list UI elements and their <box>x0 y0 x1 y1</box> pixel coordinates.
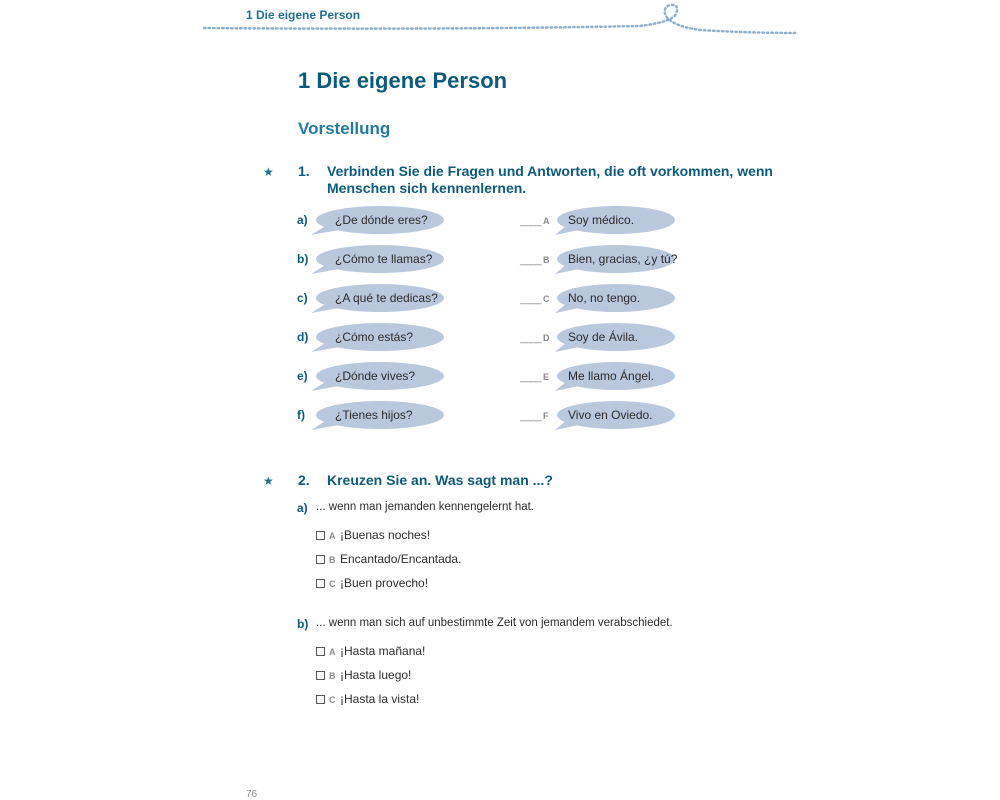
question-bubble <box>309 400 449 432</box>
question-letter: b) <box>297 252 309 266</box>
answer-blank[interactable]: ____ <box>520 215 541 227</box>
option-letter: B <box>329 671 336 681</box>
answer-blank[interactable]: ____ <box>520 254 541 266</box>
exercise-instruction: Kreuzen Sie an. Was sagt man ...? <box>327 472 553 488</box>
option-text: ¡Buen provecho! <box>340 576 429 590</box>
option-text: ¡Buenas noches! <box>340 528 431 542</box>
question-bubble <box>309 244 449 276</box>
page-number: 76 <box>246 789 258 800</box>
page-title: 1 Die eigene Person <box>298 68 508 93</box>
answer-text: Soy de Ávila. <box>568 330 639 344</box>
answer-letter: C <box>543 294 550 304</box>
option-checkbox[interactable] <box>316 647 325 656</box>
answer-text: Vivo en Oviedo. <box>568 408 653 422</box>
answer-letter: A <box>543 216 550 226</box>
question-text: ¿De dónde eres? <box>335 213 428 227</box>
question-text: ¿Dónde vives? <box>335 369 416 383</box>
answer-blank[interactable]: ____ <box>520 371 541 383</box>
answer-letter: E <box>543 372 550 382</box>
question-text: ¿Tienes hijos? <box>335 408 413 422</box>
question-bubble <box>309 205 449 237</box>
part-letter: b) <box>297 617 309 631</box>
answer-blank[interactable]: ____ <box>520 332 541 344</box>
question-text: ¿Cómo estás? <box>335 330 414 344</box>
instruction-line: Menschen sich kennenlernen. <box>327 180 527 196</box>
question-letter: a) <box>297 213 308 227</box>
option-letter: C <box>329 695 336 705</box>
option-text: ¡Hasta mañana! <box>340 644 426 658</box>
question-text: ¿Cómo te llamas? <box>335 252 433 266</box>
question-letter: f) <box>297 408 305 422</box>
answer-bubble <box>552 244 682 276</box>
answer-text: No, no tengo. <box>568 291 641 305</box>
answer-blank[interactable]: ____ <box>520 410 541 422</box>
answer-letter: B <box>543 255 550 265</box>
answer-text: Bien, gracias, ¿y tú? <box>568 252 678 266</box>
option-letter: B <box>329 555 336 565</box>
answer-blank[interactable]: ____ <box>520 293 541 305</box>
answer-letter: D <box>543 333 550 343</box>
answer-bubble <box>552 361 682 393</box>
question-letter: d) <box>297 330 309 344</box>
option-text: ¡Hasta la vista! <box>340 692 420 706</box>
question-letter: c) <box>297 291 308 305</box>
question-bubble <box>309 361 449 393</box>
answer-letter: F <box>543 411 549 421</box>
answer-bubble <box>552 322 682 354</box>
answer-bubble <box>552 400 682 432</box>
option-checkbox[interactable] <box>316 531 325 540</box>
option-checkbox[interactable] <box>316 671 325 680</box>
part-question: ... wenn man sich auf unbestimmte Zeit von jemandem verabschiedet. <box>316 617 673 629</box>
question-bubble <box>309 283 449 315</box>
question-bubble <box>309 322 449 354</box>
option-checkbox[interactable] <box>316 579 325 588</box>
answer-text: Me llamo Ángel. <box>568 369 655 383</box>
header-dotted-line <box>0 0 1000 40</box>
star-icon: ★ <box>263 474 274 488</box>
instruction-line: Verbinden Sie die Fragen und Antworten, die oft vorkommen, wenn <box>327 163 773 179</box>
section-title: Vorstellung <box>298 119 391 138</box>
answer-bubble <box>552 283 682 315</box>
option-letter: A <box>329 531 336 541</box>
option-checkbox[interactable] <box>316 555 325 564</box>
star-icon: ★ <box>263 165 274 179</box>
part-letter: a) <box>297 501 308 515</box>
option-text: Encantado/Encantada. <box>340 552 462 566</box>
exercise-number: 1. <box>298 163 310 179</box>
running-header: 1 Die eigene Person <box>246 8 361 22</box>
option-text: ¡Hasta luego! <box>340 668 412 682</box>
option-checkbox[interactable] <box>316 695 325 704</box>
option-letter: A <box>329 647 336 657</box>
exercise-number: 2. <box>298 472 310 488</box>
part-question: ... wenn man jemanden kennengelernt hat. <box>316 501 535 513</box>
option-letter: C <box>329 579 336 589</box>
question-text: ¿A qué te dedicas? <box>335 291 438 305</box>
answer-bubble <box>552 205 682 237</box>
exercise-instruction <box>327 163 773 197</box>
answer-text: Soy médico. <box>568 213 635 227</box>
question-letter: e) <box>297 369 308 383</box>
